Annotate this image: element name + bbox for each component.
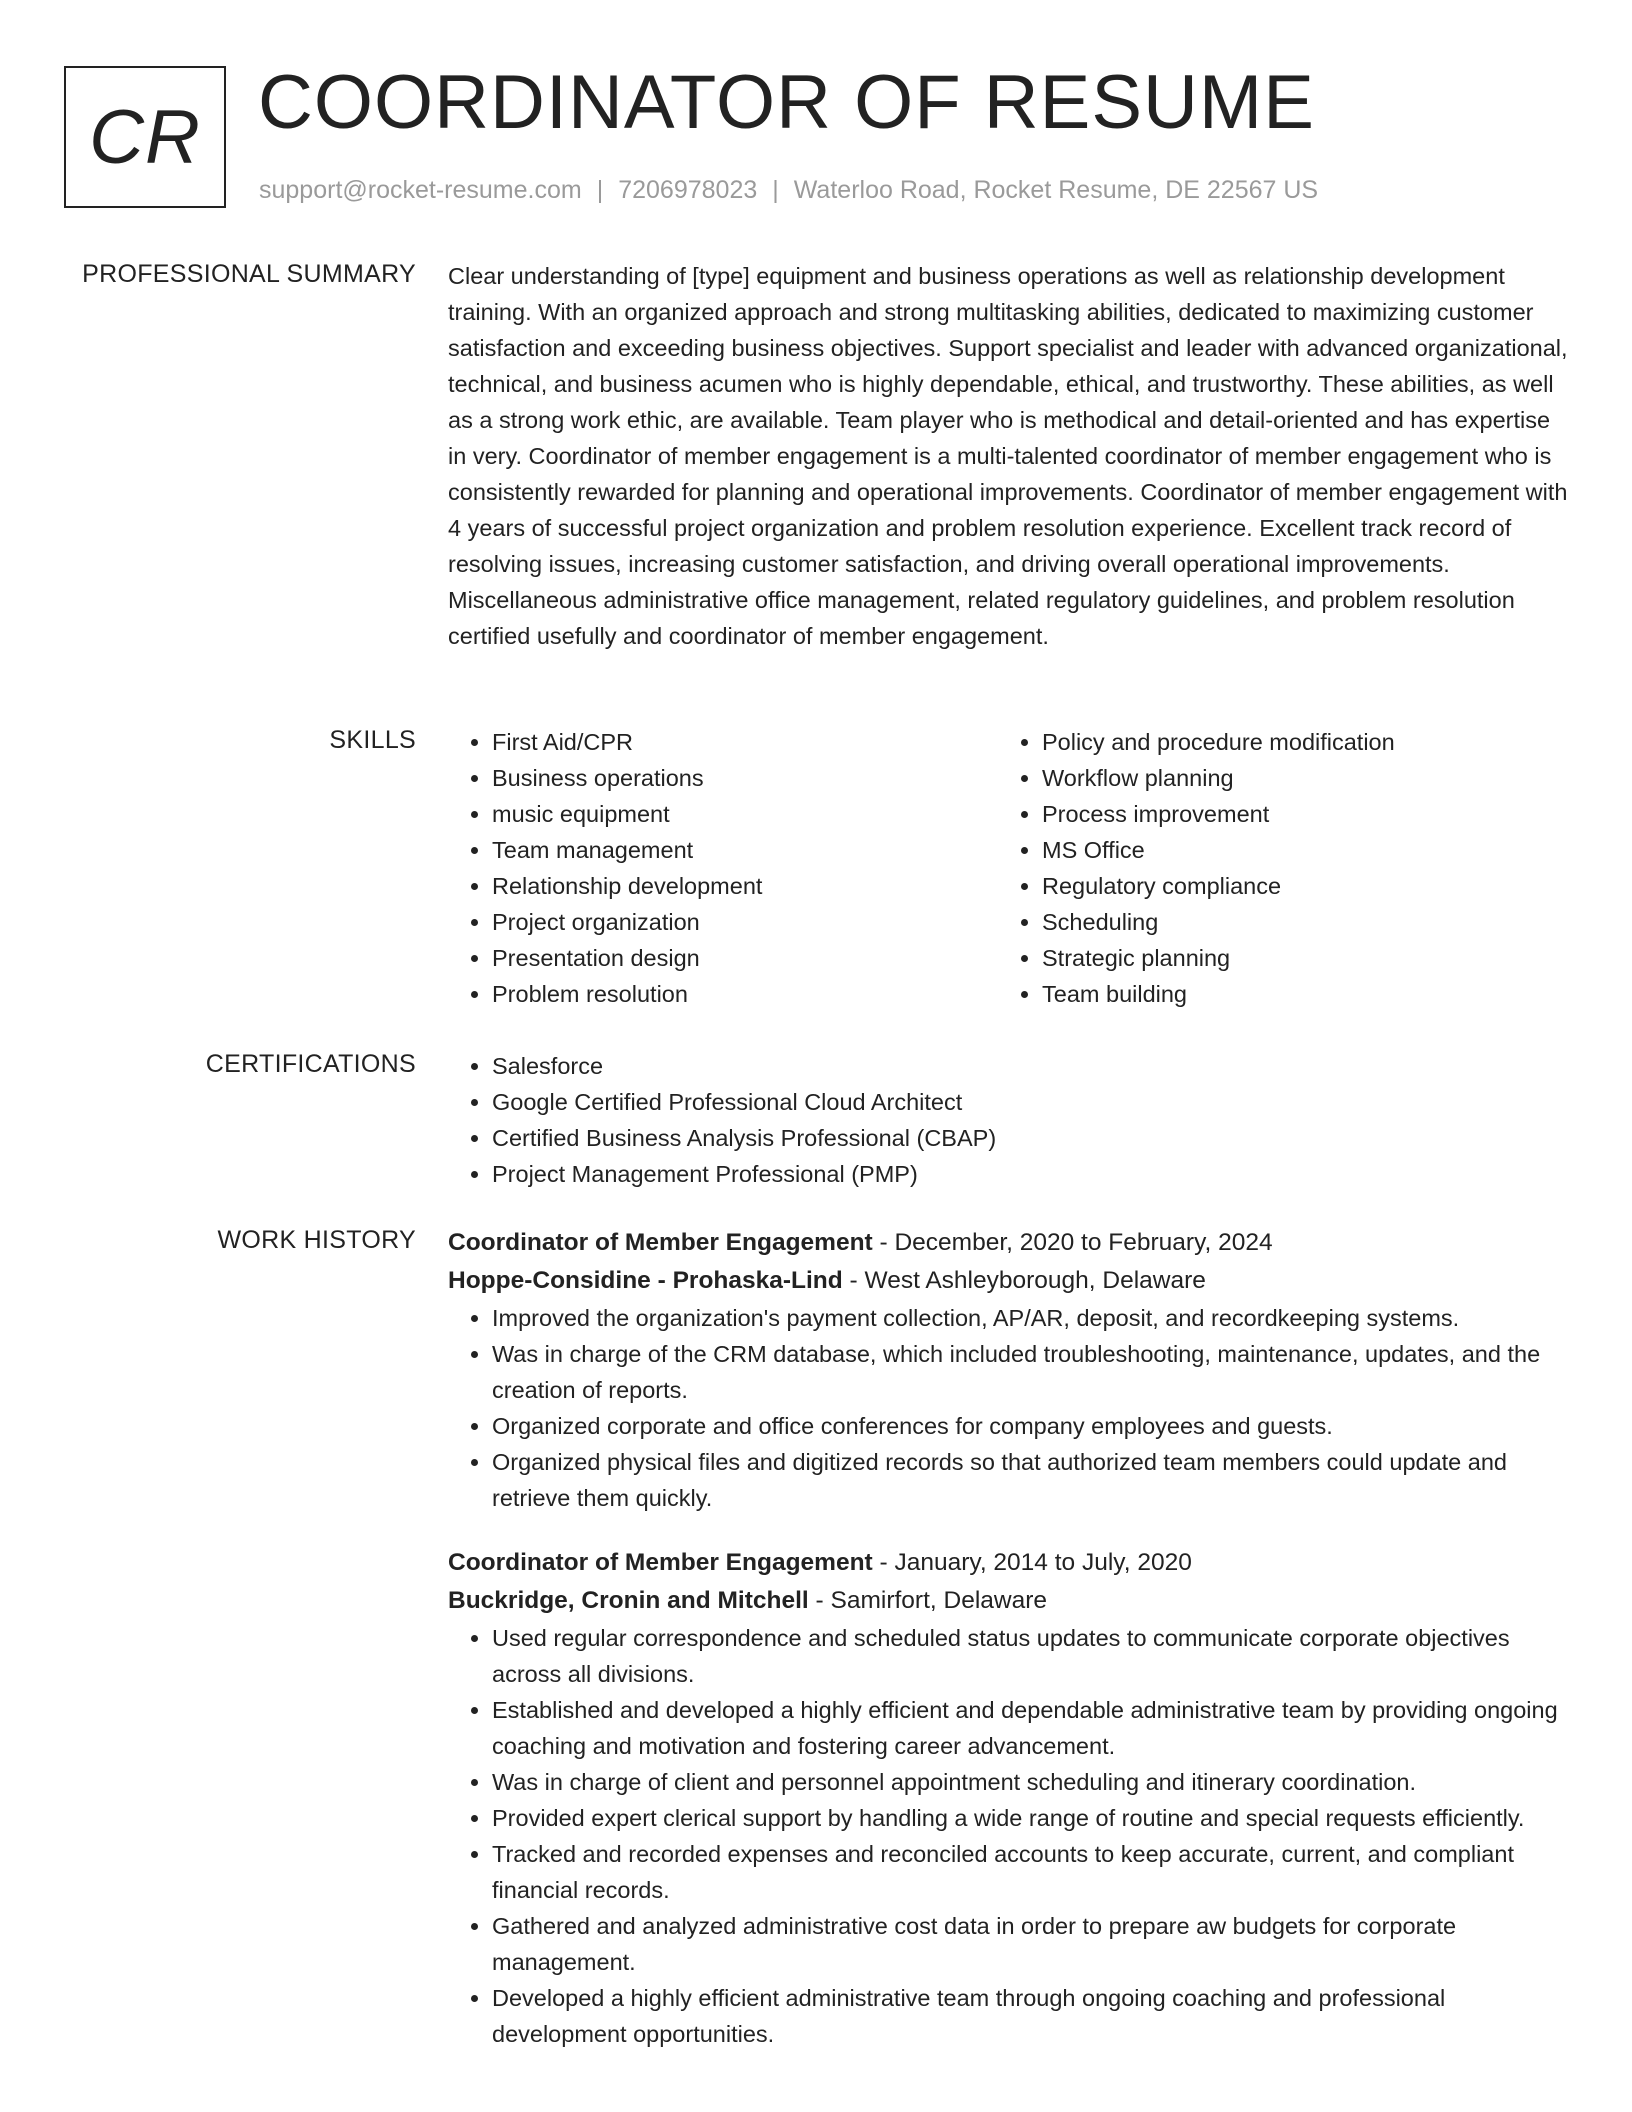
job-title-line	[448, 1544, 1570, 1582]
job-company-line	[448, 1582, 1570, 1620]
job-duty: • Gathered and analyzed administrative cost data in order to prepare aw budgets for corporate management.	[492, 1908, 1570, 1980]
job-location: - West Ashleyborough, Delaware	[842, 1267, 1206, 1294]
monogram-logo: CR	[64, 66, 226, 208]
job-dates: - December, 2020 to February, 2024	[872, 1229, 1273, 1256]
skill-item: • Relationship development	[492, 868, 998, 904]
skills-list-left	[448, 724, 998, 1012]
section-body	[448, 1048, 1570, 1192]
certification-item: • Project Management Professional (PMP)	[492, 1156, 1570, 1192]
section-title: SKILLS	[329, 726, 416, 754]
skill-item: • Presentation design	[492, 940, 998, 976]
job-duty: • Developed a highly efficient administrative team through ongoing coaching and professional development opportunities.	[492, 1980, 1570, 2052]
section-body	[448, 1224, 1570, 2052]
skill-item: • music equipment	[492, 796, 998, 832]
summary-text: Clear understanding of [type] equipment and business operations as well as relationship development training. With an organized approach and strong multitasking abilities, dedicated to maximizing customer satisfaction and exceeding business objectives. Support specialist and leader with advanced organizational, technical, and business acumen who is highly dependable, ethical, and trustworthy. These abilities, as well as a strong work ethic, are available. Team player who is methodical and detail-oriented and has expertise in very. Coordinator of member engagement is a multi-talented coordinator of member engagement who is consistently rewarded for planning and operational improvements. Coordinator of member engagement with 4 years of successful project organization and problem resolution experience. Excellent track record of resolving issues, increasing customer satisfaction, and driving overall operational improvements. Miscellaneous administrative office management, related regulatory guidelines, and problem resolution certified usefully and coordinator of member engagement.	[448, 263, 1568, 649]
job-duty: • Tracked and recorded expenses and reconciled accounts to keep accurate, current, and compliant financial records.	[492, 1836, 1570, 1908]
skill-item: • Problem resolution	[492, 976, 998, 1012]
job-duties-list	[448, 1300, 1570, 1516]
job-duty: • Established and developed a highly efficient and dependable administrative team by providing ongoing coaching and motivation and fostering career advancement.	[492, 1692, 1570, 1764]
skill-item: • Project organization	[492, 904, 998, 940]
job-role: Coordinator of Member Engagement	[448, 1549, 873, 1576]
job-duty: • Was in charge of client and personnel appointment scheduling and itinerary coordination.	[492, 1764, 1570, 1800]
certification-item: • Google Certified Professional Cloud Architect	[492, 1084, 1570, 1120]
job-duty: • Provided expert clerical support by handling a wide range of routine and special requests efficiently.	[492, 1800, 1570, 1836]
job-title-line	[448, 1224, 1570, 1262]
skill-item: • Business operations	[492, 760, 998, 796]
certification-item: • Salesforce	[492, 1048, 1570, 1084]
job-company: Buckridge, Cronin and Mitchell	[448, 1587, 809, 1614]
job-entry	[448, 1544, 1570, 2052]
skill-item: • Workflow planning	[1042, 760, 1548, 796]
certification-item: • Certified Business Analysis Professional (CBAP)	[492, 1120, 1570, 1156]
job-company-line	[448, 1262, 1570, 1300]
skill-item: • Process improvement	[1042, 796, 1548, 832]
job-duty: • Organized physical files and digitized records so that authorized team members could update and retrieve them quickly.	[492, 1444, 1570, 1516]
contact-separator: |	[596, 176, 604, 204]
section-title: PROFESSIONAL SUMMARY	[82, 260, 416, 288]
skill-item: • Scheduling	[1042, 904, 1548, 940]
skills-columns	[448, 724, 1570, 1012]
job-duties-list	[448, 1620, 1570, 2052]
skill-item: • MS Office	[1042, 832, 1548, 868]
skills-list-right	[998, 724, 1548, 1012]
contact-separator: |	[772, 176, 779, 204]
skill-item: • Policy and procedure modification	[1042, 724, 1548, 760]
job-entry	[448, 1224, 1570, 1516]
contact-email: support@rocket-resume.com	[259, 176, 582, 204]
section-title: WORK HISTORY	[217, 1226, 416, 1254]
skill-item: • Team building	[1042, 976, 1548, 1012]
contact-phone: 7206978023	[618, 176, 758, 204]
job-duty: • Organized corporate and office conferences for company employees and guests.	[492, 1408, 1570, 1444]
skill-item: • First Aid/CPR	[492, 724, 998, 760]
job-duty: • Improved the organization's payment collection, AP/AR, deposit, and recordkeeping systems.	[492, 1300, 1570, 1336]
skill-item: • Team management	[492, 832, 998, 868]
job-company: Hoppe-Considine - Prohaska-Lind	[448, 1267, 843, 1294]
skill-item: • Strategic planning	[1042, 940, 1548, 976]
job-duty: • Used regular correspondence and scheduled status updates to communicate corporate objectives across all divisions.	[492, 1620, 1570, 1692]
job-role: Coordinator of Member Engagement	[448, 1229, 873, 1256]
certifications-list	[448, 1048, 1570, 1192]
section-title: CERTIFICATIONS	[205, 1050, 416, 1078]
section-body	[448, 258, 1570, 654]
contact-address: Waterloo Road, Rocket Resume, DE 22567 US	[793, 176, 1319, 204]
job-dates: - January, 2014 to July, 2020	[872, 1549, 1192, 1576]
job-location: - Samirfort, Delaware	[808, 1587, 1047, 1614]
skill-item: • Regulatory compliance	[1042, 868, 1548, 904]
contact-line	[259, 175, 1318, 205]
job-duty: • Was in charge of the CRM database, which included troubleshooting, maintenance, updates, and the creation of reports.	[492, 1336, 1570, 1408]
resume-name: COORDINATOR OF RESUME	[258, 60, 1315, 145]
